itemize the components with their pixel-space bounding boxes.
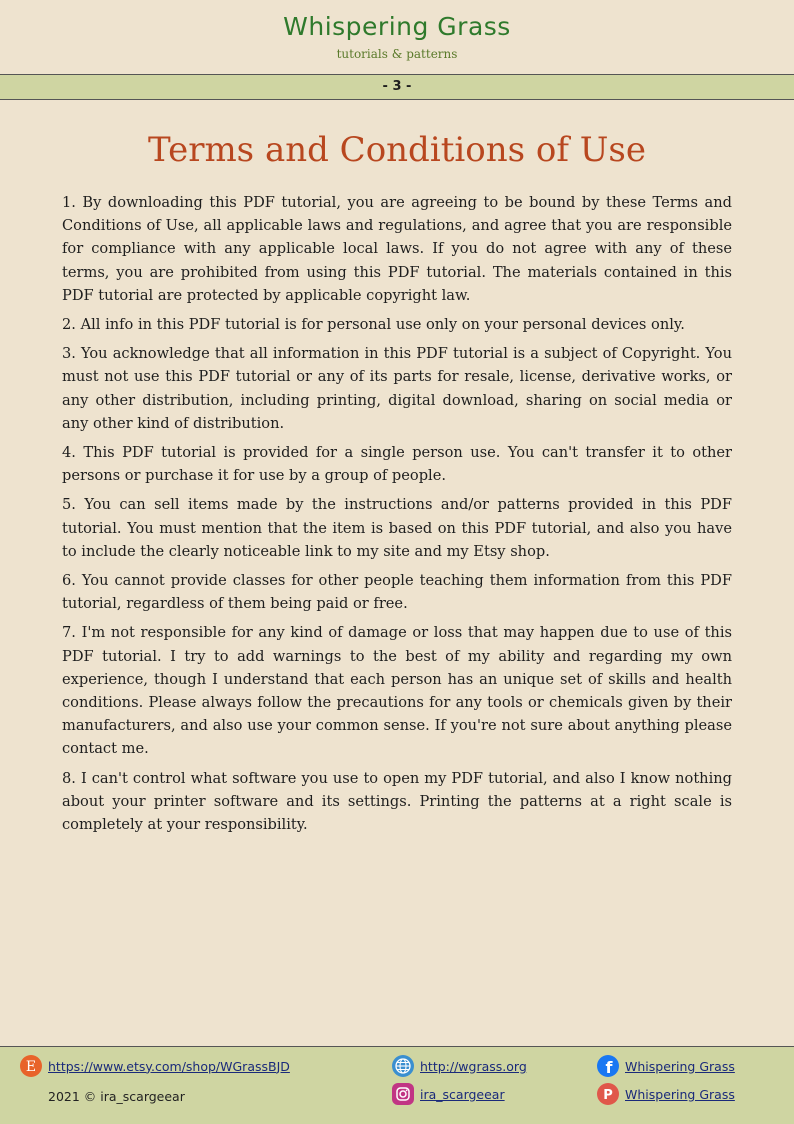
brand-name: Whispering Grass [283,12,511,41]
svg-text:P: P [603,1088,613,1103]
etsy-link-item[interactable] [20,1055,290,1077]
svg-text:E: E [25,1059,37,1075]
svg-text:f: f [605,1058,613,1077]
page-number: - 3 - [382,79,412,94]
instagram-icon [392,1083,414,1105]
website-link-item[interactable] [392,1055,527,1077]
page-title: Terms and Conditions of Use [148,130,646,170]
pinterest-icon [597,1083,619,1105]
instagram-link-item[interactable] [392,1083,505,1105]
page-header [0,0,794,75]
terms-paragraph-8: 8. I can't control what software you use to open my PDF tutorial, and also I know nothing about your printer software and its settings. Printing the patterns at a right scale is completely at your responsibility. [62,769,732,834]
facebook-link-item[interactable] [597,1055,735,1077]
instagram-link[interactable]: ira_scargeear [420,1086,505,1102]
website-link[interactable]: http://wgrass.org [420,1058,527,1074]
terms-paragraph-1: 1. By downloading this PDF tutorial, you are agreeing to be bound by these Terms and Conditions of Use, all applicable laws and regulations, and agree that you are responsible for compliance with any applicable local laws. If you do not agree with any of these terms, you are prohibited from using this PDF tutorial. The materials contained in this PDF tutorial are protected by applicable copyright law. [62,194,732,304]
pinterest-link-item[interactable] [597,1083,735,1105]
facebook-link[interactable]: Whispering Grass [625,1058,735,1074]
copyright-item [48,1085,185,1107]
pinterest-link[interactable]: Whispering Grass [625,1086,735,1102]
etsy-link[interactable]: https://www.etsy.com/shop/WGrassBJD [48,1058,290,1074]
terms-paragraph-3: 3. You acknowledge that all information in this PDF tutorial is a subject of Copyright. You must not use this PDF tutorial or any of its parts for resale, license, derivative works, or any other distribution, including printing, digital download, sharing on social media or any other kind of distribution. [62,345,732,432]
terms-body [62,191,732,842]
terms-paragraph-7: 7. I'm not responsible for any kind of damage or loss that may happen due to use of this PDF tutorial. I try to add warnings to the best of my ability and regarding my own experience, though I understand that each person has an unique set of skills and health conditions. Please always follow the precautions for any tools or chemicals given by their manufacturers, and also use your common sense. If you're not sure about anything please contact me. [62,624,732,758]
terms-paragraph-4: 4. This PDF tutorial is provided for a single person use. You can't transfer it to other persons or purchase it for use by a group of people. [62,444,732,485]
globe-icon [392,1055,414,1077]
terms-paragraph-2: 2. All info in this PDF tutorial is for personal use only on your personal devices only. [62,316,685,334]
terms-paragraph-6: 6. You cannot provide classes for other people teaching them information from this PDF tutorial, regardless of them being paid or free. [62,572,732,613]
brand-tagline: tutorials & patterns [336,47,458,61]
page-number-bar [0,75,794,100]
terms-paragraph-5: 5. You can sell items made by the instructions and/or patterns provided in this PDF tutorial. You must mention that the item is based on this PDF tutorial, and also you have to include the clearly noticeable link to my site and my Etsy shop. [62,496,732,560]
page-footer [0,1046,794,1124]
etsy-icon [20,1055,42,1077]
copyright-text: 2021 © ira_scargeear [48,1088,185,1104]
facebook-icon [597,1055,619,1077]
